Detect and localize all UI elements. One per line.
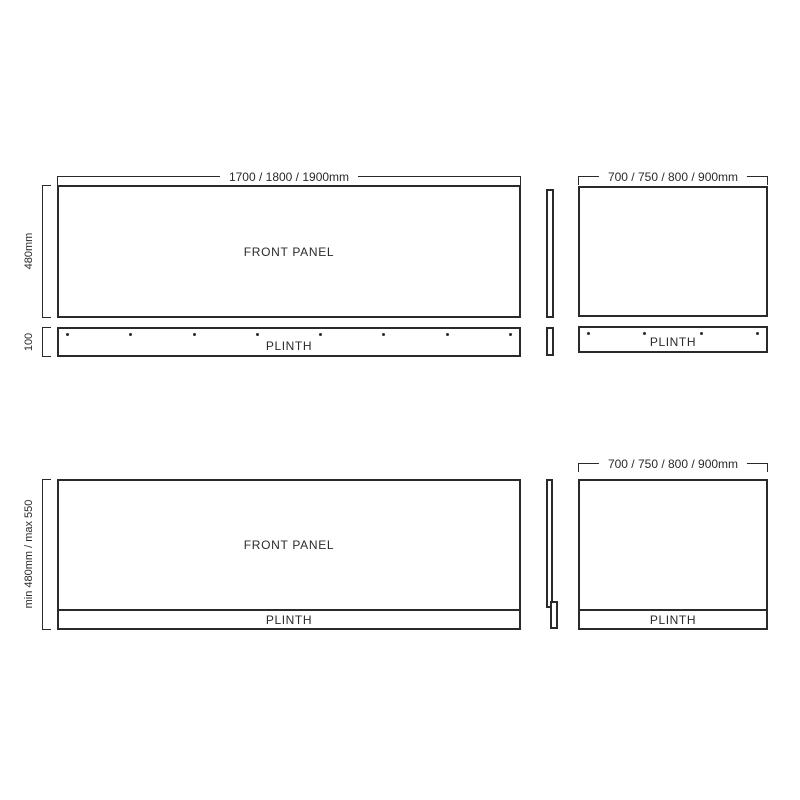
dimension-tick-top: [42, 185, 51, 186]
dimension-label: 1700 / 1800 / 1900mm: [220, 170, 358, 184]
screw-hole-dot: [129, 333, 132, 336]
attached-plinth: PLINTH: [580, 609, 766, 628]
dimension-label: 700 / 750 / 800 / 900mm: [599, 170, 747, 184]
dimension-front-panel-height: [42, 185, 51, 318]
front-panel-height-label: 480mm: [23, 232, 35, 270]
front-panel-label: FRONT PANEL: [243, 538, 335, 552]
dimension-end-panel-width: [578, 457, 768, 472]
front-panel-height-range-label: min 480mm / max 550: [23, 499, 35, 609]
screw-hole-dot: [256, 333, 259, 336]
dimension-tick-left: [57, 176, 58, 185]
end-plinth-label: PLINTH: [649, 335, 697, 349]
dimension-end-panel-width: [578, 170, 768, 185]
attached-plinth: PLINTH: [59, 609, 519, 628]
screw-hole-dots: [66, 333, 512, 336]
dimension-line: [42, 327, 43, 357]
front-plinth-top: [57, 327, 521, 357]
dimension-tick-bottom: [42, 356, 51, 357]
front-panel-with-plinth: [57, 479, 521, 630]
dimension-front-plinth-height: [42, 327, 51, 357]
dimension-front-panel-height-range: [42, 479, 51, 630]
dimension-line: [42, 479, 43, 630]
screw-hole-dot: [446, 333, 449, 336]
end-panel-with-plinth: [578, 479, 768, 630]
dimension-tick-right: [767, 176, 768, 185]
dimension-tick-top: [42, 479, 51, 480]
screw-hole-dot: [66, 333, 69, 336]
front-panel-top: [57, 185, 521, 318]
front-panel-label: FRONT PANEL: [243, 244, 335, 259]
screw-hole-dot: [509, 333, 512, 336]
screw-hole-dot: [319, 333, 322, 336]
dimension-tick-bottom: [42, 317, 51, 318]
dimension-line: [42, 185, 43, 318]
dimension-tick-right: [767, 463, 768, 472]
screw-hole-dot: [382, 333, 385, 336]
front-panel-side-profile: [546, 479, 553, 608]
dimension-tick-bottom: [42, 629, 51, 630]
dimension-label: 700 / 750 / 800 / 900mm: [599, 457, 747, 471]
front-panel-side-profile: [546, 189, 554, 318]
front-plinth-side-profile: [546, 327, 554, 356]
dimension-front-panel-width: [57, 170, 521, 185]
front-plinth-label: PLINTH: [265, 339, 313, 353]
dimension-tick-left: [578, 463, 579, 472]
dimension-tick-right: [520, 176, 521, 185]
end-panel-area: [580, 481, 766, 609]
attached-plinth-side-profile: [550, 601, 558, 629]
dimension-tick-top: [42, 327, 51, 328]
dimension-tick-left: [578, 176, 579, 185]
front-panel-area: [59, 481, 519, 609]
front-plinth-height-label: 100: [23, 332, 35, 352]
end-plinth-top: [578, 326, 768, 353]
end-panel-top: [578, 186, 768, 317]
screw-hole-dot: [193, 333, 196, 336]
